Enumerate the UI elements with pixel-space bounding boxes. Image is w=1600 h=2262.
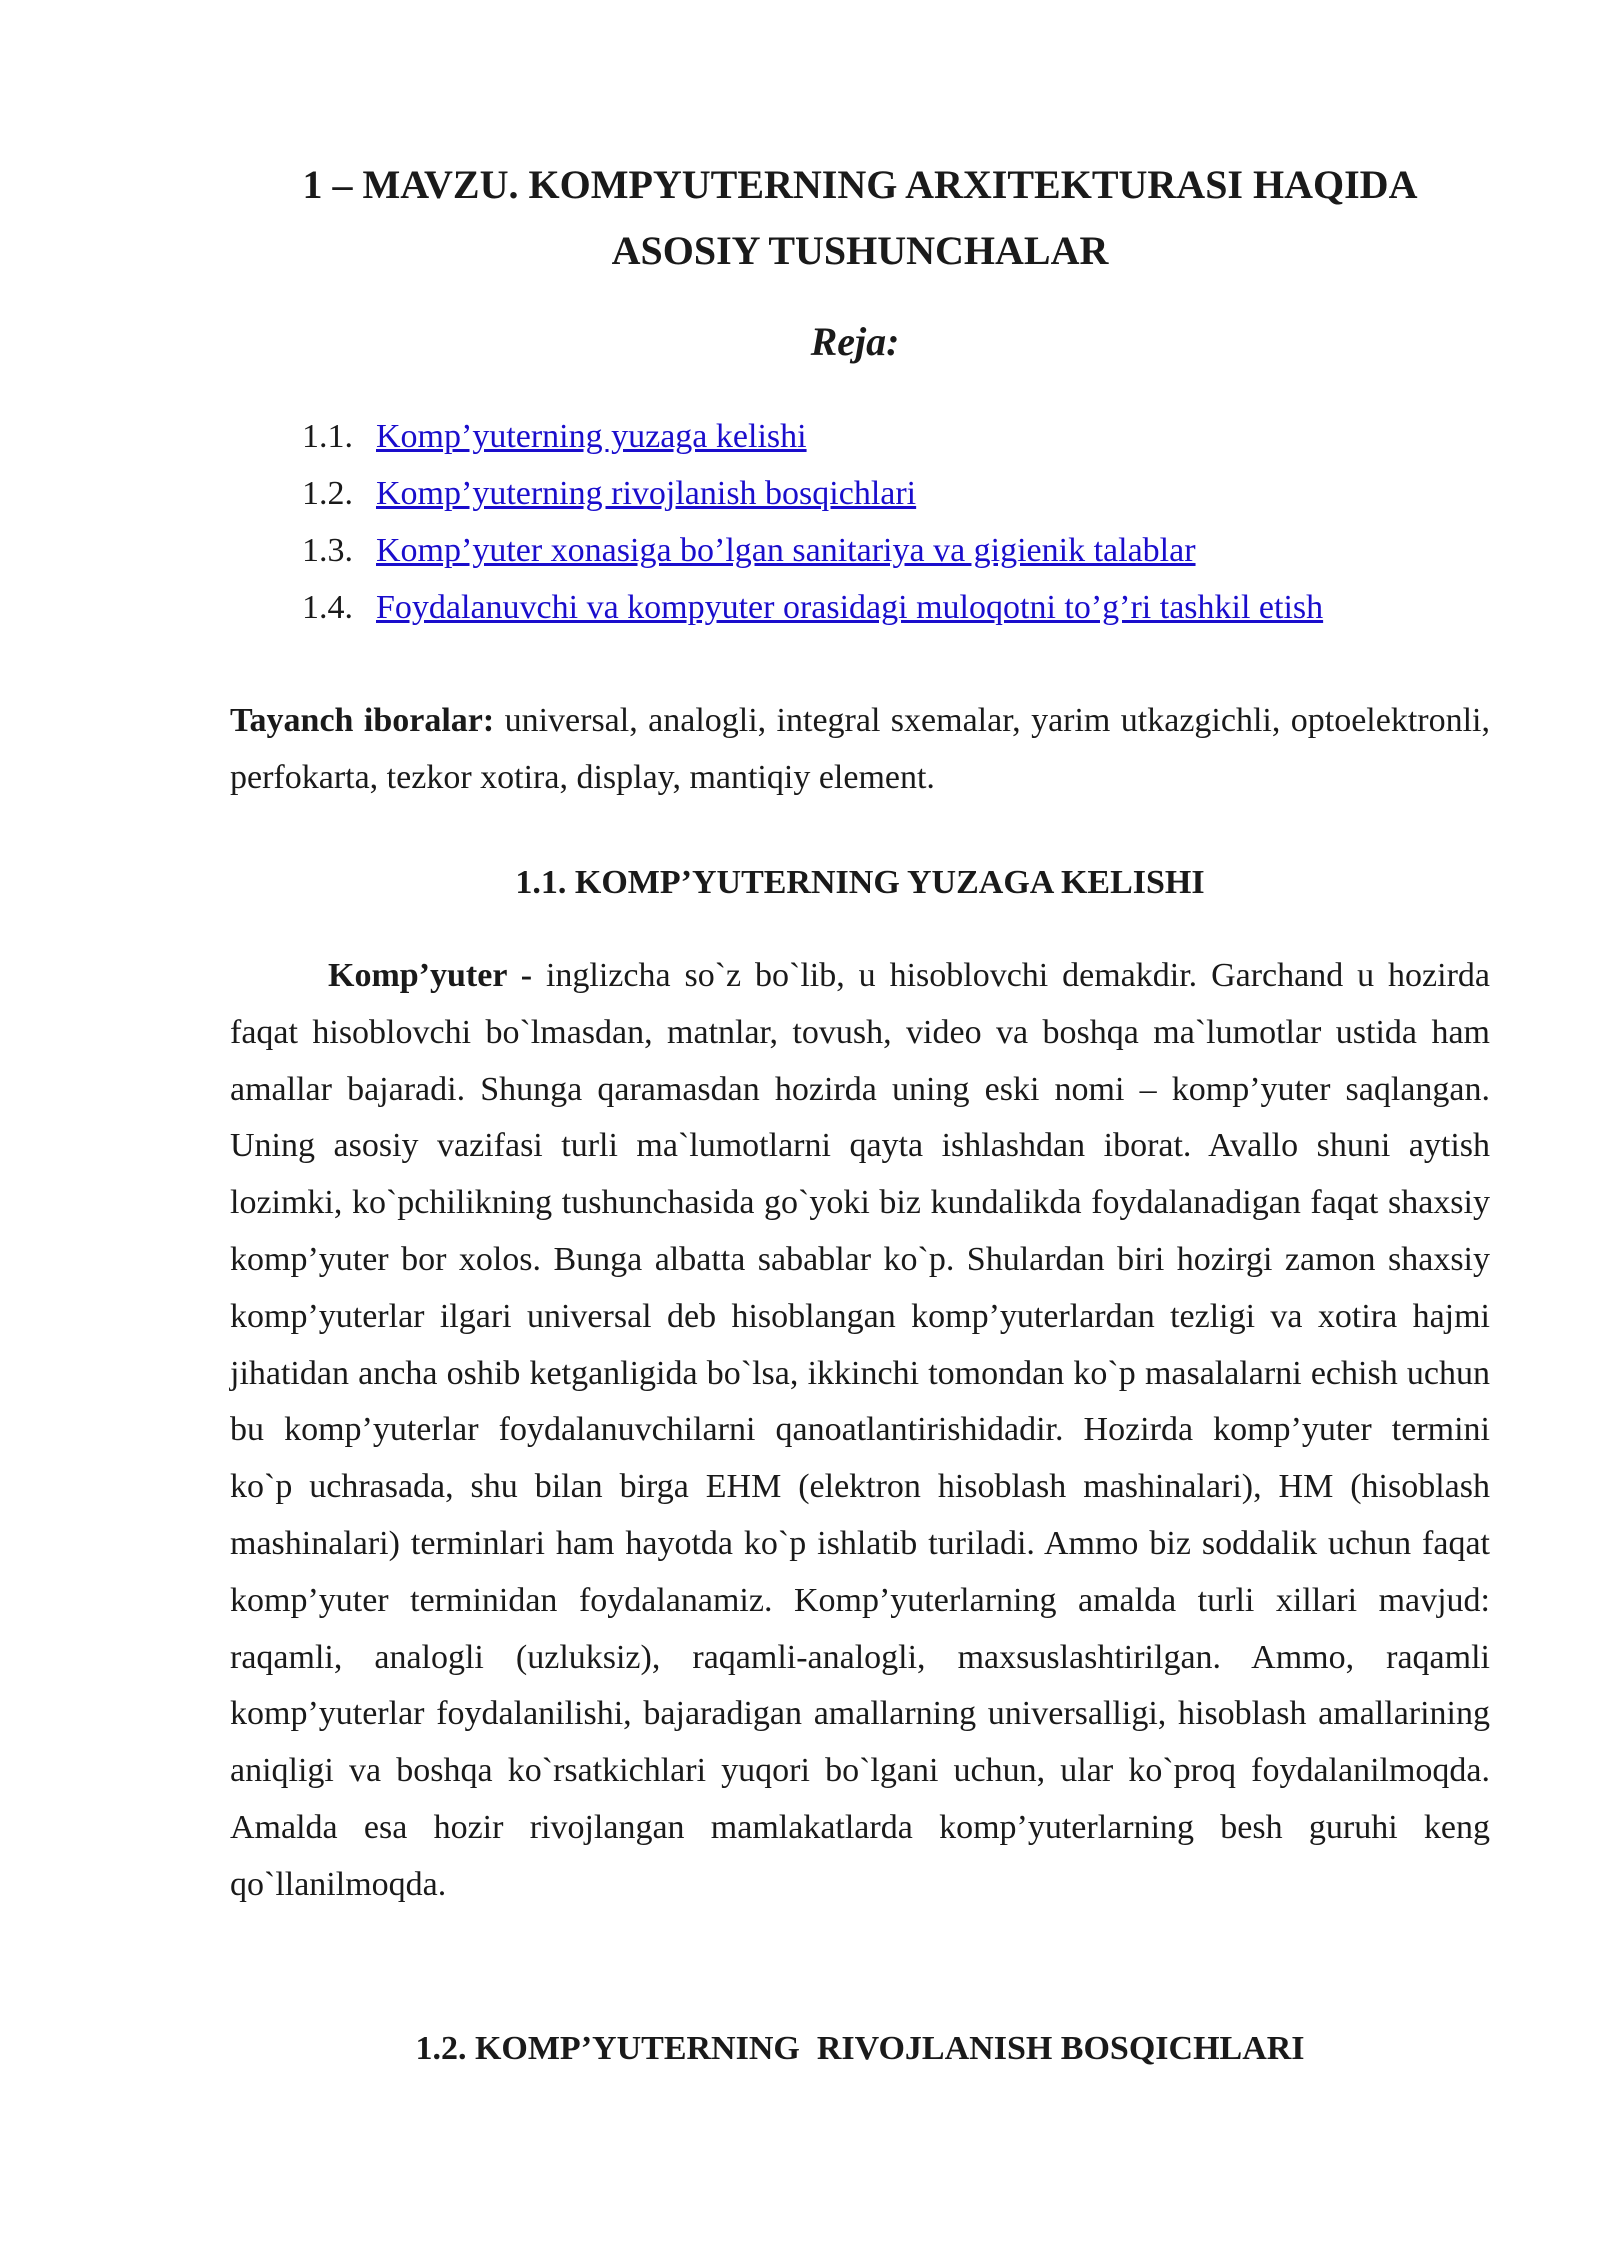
toc-item	[302, 522, 1482, 579]
toc-item	[302, 408, 1482, 465]
section-1-lead-term: Komp’yuter -	[328, 957, 533, 994]
plan-heading: Reja:	[810, 319, 900, 364]
toc-item-number: 1.3.	[302, 532, 353, 569]
table-of-contents	[302, 408, 1482, 636]
toc-link-3[interactable]: Komp’yuter xonasiga bo’lgan sanitariya va gigienik talablar	[376, 532, 1196, 569]
toc-item-number: 1.4.	[302, 589, 353, 626]
section-1-paragraph	[230, 948, 1490, 1914]
page-title	[180, 152, 1540, 284]
page-title-line-1: 1 – MAVZU. KOMPYUTERNING ARXITEKTURASI HAQIDA	[302, 162, 1418, 207]
toc-item-number: 1.1.	[302, 418, 353, 455]
section-heading-1: 1.1. KOMP’YUTERNING YUZAGA KELISHI	[515, 864, 1205, 901]
toc-link-4[interactable]: Foydalanuvchi va kompyuter orasidagi muloqotni to’g’ri tashkil etish	[376, 589, 1324, 626]
keywords-paragraph	[230, 692, 1490, 806]
toc-item-number: 1.2.	[302, 475, 353, 512]
keywords-label: Tayanch iboralar:	[230, 702, 495, 739]
keywords-text: universal, analogli, integral sxemalar, yarim utkazgichli, optoelektronli, perfokarta, tezkor xotira, display, mantiqiy element.	[230, 702, 1490, 796]
toc-link-2[interactable]: Komp’yuterning rivojlanish bosqichlari	[376, 475, 917, 512]
toc-link-1[interactable]: Komp’yuterning yuzaga kelishi	[376, 418, 807, 455]
toc-item	[302, 465, 1482, 522]
page-title-line-2: ASOSIY TUSHUNCHALAR	[611, 228, 1109, 273]
section-heading-2: 1.2. KOMP’YUTERNING RIVOJLANISH BOSQICHLARI	[415, 2030, 1305, 2067]
section-1-body-text: inglizcha so`z bo`lib, u hisoblovchi demakdir. Garchand u hozirda faqat hisoblovchi bo`lmasdan, matnlar, tovush, video va boshqa ma`lumotlar ustida ham amallar bajaradi. Shunga qaramasdan hozirda uning eski nomi – komp’yuter saqlangan. Uning asosiy vazifasi turli ma`lumotlarni qayta ishlashdan iborat. Avallo shuni aytish lozimki, ko`pchilikning tushunchasida go`yoki biz kundalikda foydalanadigan faqat shaxsiy komp’yuter bor xolos. Bunga albatta sabablar ko`p. Shulardan biri hozirgi zamon shaxsiy komp’yuterlar ilgari universal deb hisoblangan komp’yuterlardan tezligi va xotira hajmi jihatidan ancha oshib ketganligida bo`lsa, ikkinchi tomondan ko`p masalalarni echish uchun bu komp’yuterlar foydalanuvchilarni qanoatlantirishidadir. Hozirda komp’yuter termini ko`p uchrasada, shu bilan birga EHM (elektron hisoblash mashinalari), HM (hisoblash mashinalari) terminlari ham hayotda ko`p ishlatib turiladi. Ammo biz soddalik uchun faqat komp’yuter terminidan foydalanamiz. Komp’yuterlarning amalda turli xillari mavjud: raqamli, analogli (uzluksiz), raqamli-analogli, maxsuslashtirilgan. Ammo, raqamli komp’yuterlar foydalanilishi, bajaradigan amallarning universalligi, hisoblash amallarining aniqligi va boshqa ko`rsatkichlari yuqori bo`lgani uchun, ular ko`proq foydalanilmoqda. Amalda esa hozir rivojlangan mamlakatlarda komp’yuterlarning besh guruhi keng qo`llanilmoqda.	[230, 957, 1490, 1903]
toc-item	[302, 579, 1482, 636]
